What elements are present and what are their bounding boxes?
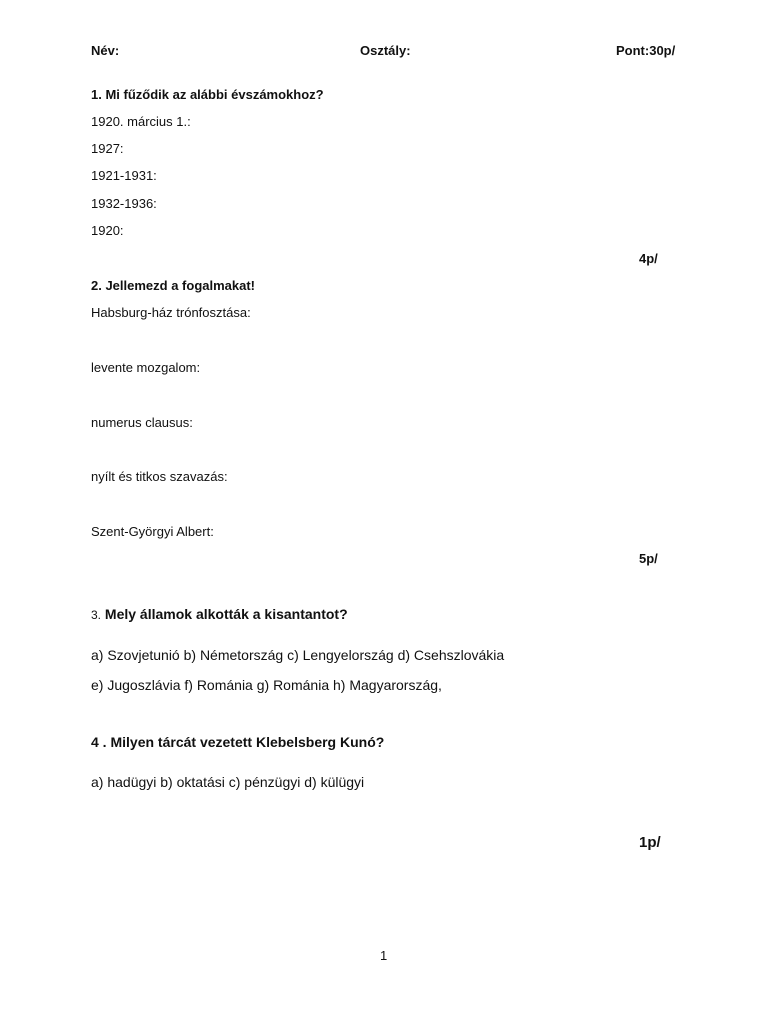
total-points-label: Pont:30p/ [616,43,676,58]
question-3-options-line-2: e) Jugoszlávia f) Románia g) Románia h) Magyarország, [91,677,442,693]
question-1-item: 1920. március 1.: [91,114,191,129]
question-2-item: numerus clausus: [91,415,193,430]
question-2-points: 5p/ [639,551,658,566]
question-1-item: 1921-1931: [91,168,157,183]
question-4-options: a) hadügyi b) oktatási c) pénzügyi d) külügyi [91,774,365,790]
question-1-title: 1. Mi fűződik az alábbi évszámokhoz? [91,87,324,102]
question-4-title-row [91,734,384,750]
question-1-item: 1932-1936: [91,196,157,211]
question-3-title-row [91,606,348,622]
class-label: Osztály: [360,43,411,58]
question-4-points: 1p/ [639,834,661,851]
question-3-number: 3. [91,608,102,622]
question-2-item: nyílt és titkos szavazás: [91,469,228,484]
page-number: 1 [380,948,388,963]
question-2-item: Habsburg-ház trónfosztása: [91,305,251,320]
question-2-item: Szent-Györgyi Albert: [91,524,214,539]
name-label: Név: [91,43,120,58]
question-2-title: 2. Jellemezd a fogalmakat! [91,278,256,293]
question-1-item: 1920: [91,223,124,238]
question-1-points: 4p/ [639,251,658,266]
question-1-item: 1927: [91,141,124,156]
question-2-item: levente mozgalom: [91,360,201,375]
question-3-title: Mely államok alkották a kisantantot? [104,606,348,622]
question-3-options-line-1: a) Szovjetunió b) Németország c) Lengyelország d) Csehszlovákia [91,647,505,663]
question-4-title: Milyen tárcát vezetett Klebelsberg Kunó? [110,734,385,750]
question-4-number: 4 . [91,734,107,750]
